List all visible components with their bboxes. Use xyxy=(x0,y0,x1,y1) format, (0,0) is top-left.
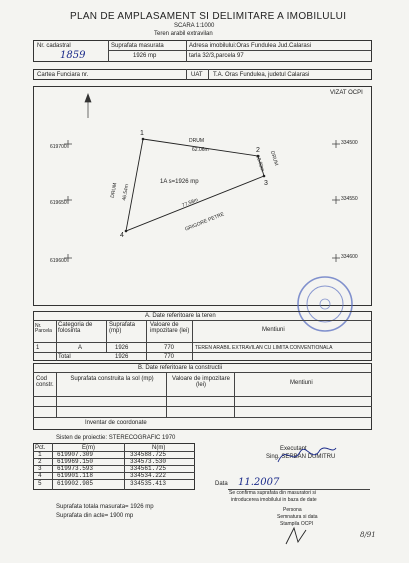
a-total-area: 1926 xyxy=(115,354,129,360)
coord-header-n: N(m) xyxy=(152,445,166,451)
uat-label: UAT xyxy=(191,72,203,78)
data-label: Data xyxy=(215,481,228,487)
b-header-valoare: Valoare de impozitare (lei) xyxy=(172,376,230,388)
point-label-2: 2 xyxy=(256,147,260,154)
dim-top-label: 62.06m xyxy=(192,147,209,153)
coord-row-3-n: 334561.725 xyxy=(130,465,167,472)
a-row-valoare: 770 xyxy=(164,345,175,351)
executant-signature xyxy=(272,440,342,470)
projection-system: Sisten de proiectie: STERECOGRAFIC 1970 xyxy=(56,435,176,441)
a-header-categoria: Categoria de folosinta xyxy=(58,322,93,334)
subtitle: Teren arabil extravilan xyxy=(154,31,213,37)
coord-row-3-pct: 3 xyxy=(38,465,42,472)
coord-row-2-e: 619969.150 xyxy=(57,458,94,465)
suprafata-label: Suprafata masurata xyxy=(111,43,164,49)
area-label: 1A s=1926 mp xyxy=(160,179,199,185)
confirm-text-2: introducerea imobilului in baza de date xyxy=(231,497,317,503)
suprafata-value: 1926 mp xyxy=(133,53,157,59)
stampila-label: Stampila OCPI xyxy=(280,521,314,527)
nr-cadastral-label: Nr. cadastral xyxy=(37,43,71,49)
coord-header-pct: Pct. xyxy=(35,445,46,451)
suprafata-acte: Suprafata din acte= 1900 mp xyxy=(56,513,134,519)
coord-row-1-pct: 1 xyxy=(38,451,42,458)
a-row-parcela: 1 xyxy=(36,345,40,351)
coord-row-4-pct: 4 xyxy=(38,472,42,479)
point-label-1: 1 xyxy=(140,130,144,137)
grid-right-3: 334600 xyxy=(341,254,358,260)
grid-right-1: 334500 xyxy=(341,140,358,146)
document-title: PLAN DE AMPLASAMENT SI DELIMITARE A IMOBILULUI xyxy=(70,11,347,22)
a-header-mentiuni: Mentiuni xyxy=(262,327,285,333)
a-row-mentiuni: TEREN ARABIL EXTRAVILAN CU LIMITA CONVENTIONALA xyxy=(195,345,333,351)
coord-header-e: E(m) xyxy=(82,445,95,451)
a-row-categoria: A xyxy=(78,345,83,351)
coord-row-5-pct: 5 xyxy=(38,480,42,487)
drum-top-label: DRUM xyxy=(189,138,204,144)
dim-right-label: 10.03m xyxy=(254,154,266,173)
a-total-value: 770 xyxy=(164,354,175,360)
b-header-cod: Cod constr. xyxy=(36,376,54,388)
section-b-title: B. Date referitoare la constructii xyxy=(138,365,223,371)
neighbor-bottom-label: GRIGORE PETRE xyxy=(184,211,226,233)
persona-label: Persona xyxy=(283,507,302,513)
coord-row-5-e: 619902.985 xyxy=(57,480,94,487)
executant-label: Executant xyxy=(280,446,307,452)
ocpi-signature xyxy=(280,521,320,546)
a-total-label: Total xyxy=(58,354,71,360)
scale-label: SCARA 1:1000 xyxy=(174,23,215,29)
point-label-4: 4 xyxy=(120,232,124,239)
grid-right-2: 334550 xyxy=(341,196,358,202)
adresa-label: Adresa imobilului:Oras Fundulea Jud.Calarasi xyxy=(189,43,312,49)
a-header-parcela: Nr. Parcela xyxy=(35,323,52,334)
confirm-text-1: Se confirma suprafata din masuratori si xyxy=(229,490,316,496)
suprafata-totala: Suprafata totala masurata= 1926 mp xyxy=(56,504,154,510)
coord-row-3-e: 619973.593 xyxy=(57,465,94,472)
coord-row-5-n: 334535.413 xyxy=(130,480,167,487)
nr-cadastral-value: 1859 xyxy=(60,50,86,61)
drum-left-label: DRUM xyxy=(109,182,119,199)
a-row-suprafata: 1926 xyxy=(115,345,129,351)
point-label-3: 3 xyxy=(264,180,268,187)
coord-row-4-n: 334534.222 xyxy=(130,472,167,479)
grid-left-2: 619650 xyxy=(50,200,67,206)
b-header-mentiuni: Mentiuni xyxy=(290,380,313,386)
drum-right-label: DRUM xyxy=(268,150,280,167)
coord-row-2-n: 334573.530 xyxy=(130,458,167,465)
dim-left-label: 46.54m xyxy=(121,183,131,202)
page-mark: 8/91 xyxy=(360,531,376,539)
coord-row-2-pct: 2 xyxy=(38,458,42,465)
coord-row-4-e: 619901.118 xyxy=(57,472,94,479)
data-value: 11.2007 xyxy=(238,477,280,488)
a-header-suprafata: Suprafata (mp) xyxy=(109,322,136,334)
dim-bottom-label: 77.58m xyxy=(181,197,200,209)
adresa-value: tarla 32/3,parcela 97 xyxy=(189,53,244,59)
vizat-label: VIZAT OCPI xyxy=(330,90,363,96)
b-header-suprafata: Suprafata construita la sol (mp) xyxy=(70,376,154,382)
coord-row-1-n: 334588.725 xyxy=(130,451,167,458)
coord-row-1-e: 619907.309 xyxy=(57,451,94,458)
inventar-title: Inventar de coordonate xyxy=(85,420,147,426)
a-header-valoare: Valoare de impozitare (lei) xyxy=(150,322,190,334)
carte-funciara-label: Cartea Funciara nr. xyxy=(37,72,89,78)
semnatura-label: Semnatura si data xyxy=(277,514,318,520)
grid-left-1: 619700 xyxy=(50,144,67,150)
section-a-title: A. Date referitoare la teren xyxy=(145,313,216,319)
grid-left-3: 619600 xyxy=(50,258,67,264)
uat-value: T.A. Oras Fundulea, judetul Calarasi xyxy=(213,72,310,78)
executant-name: Sing. SERBAN DUMITRU xyxy=(266,454,336,460)
